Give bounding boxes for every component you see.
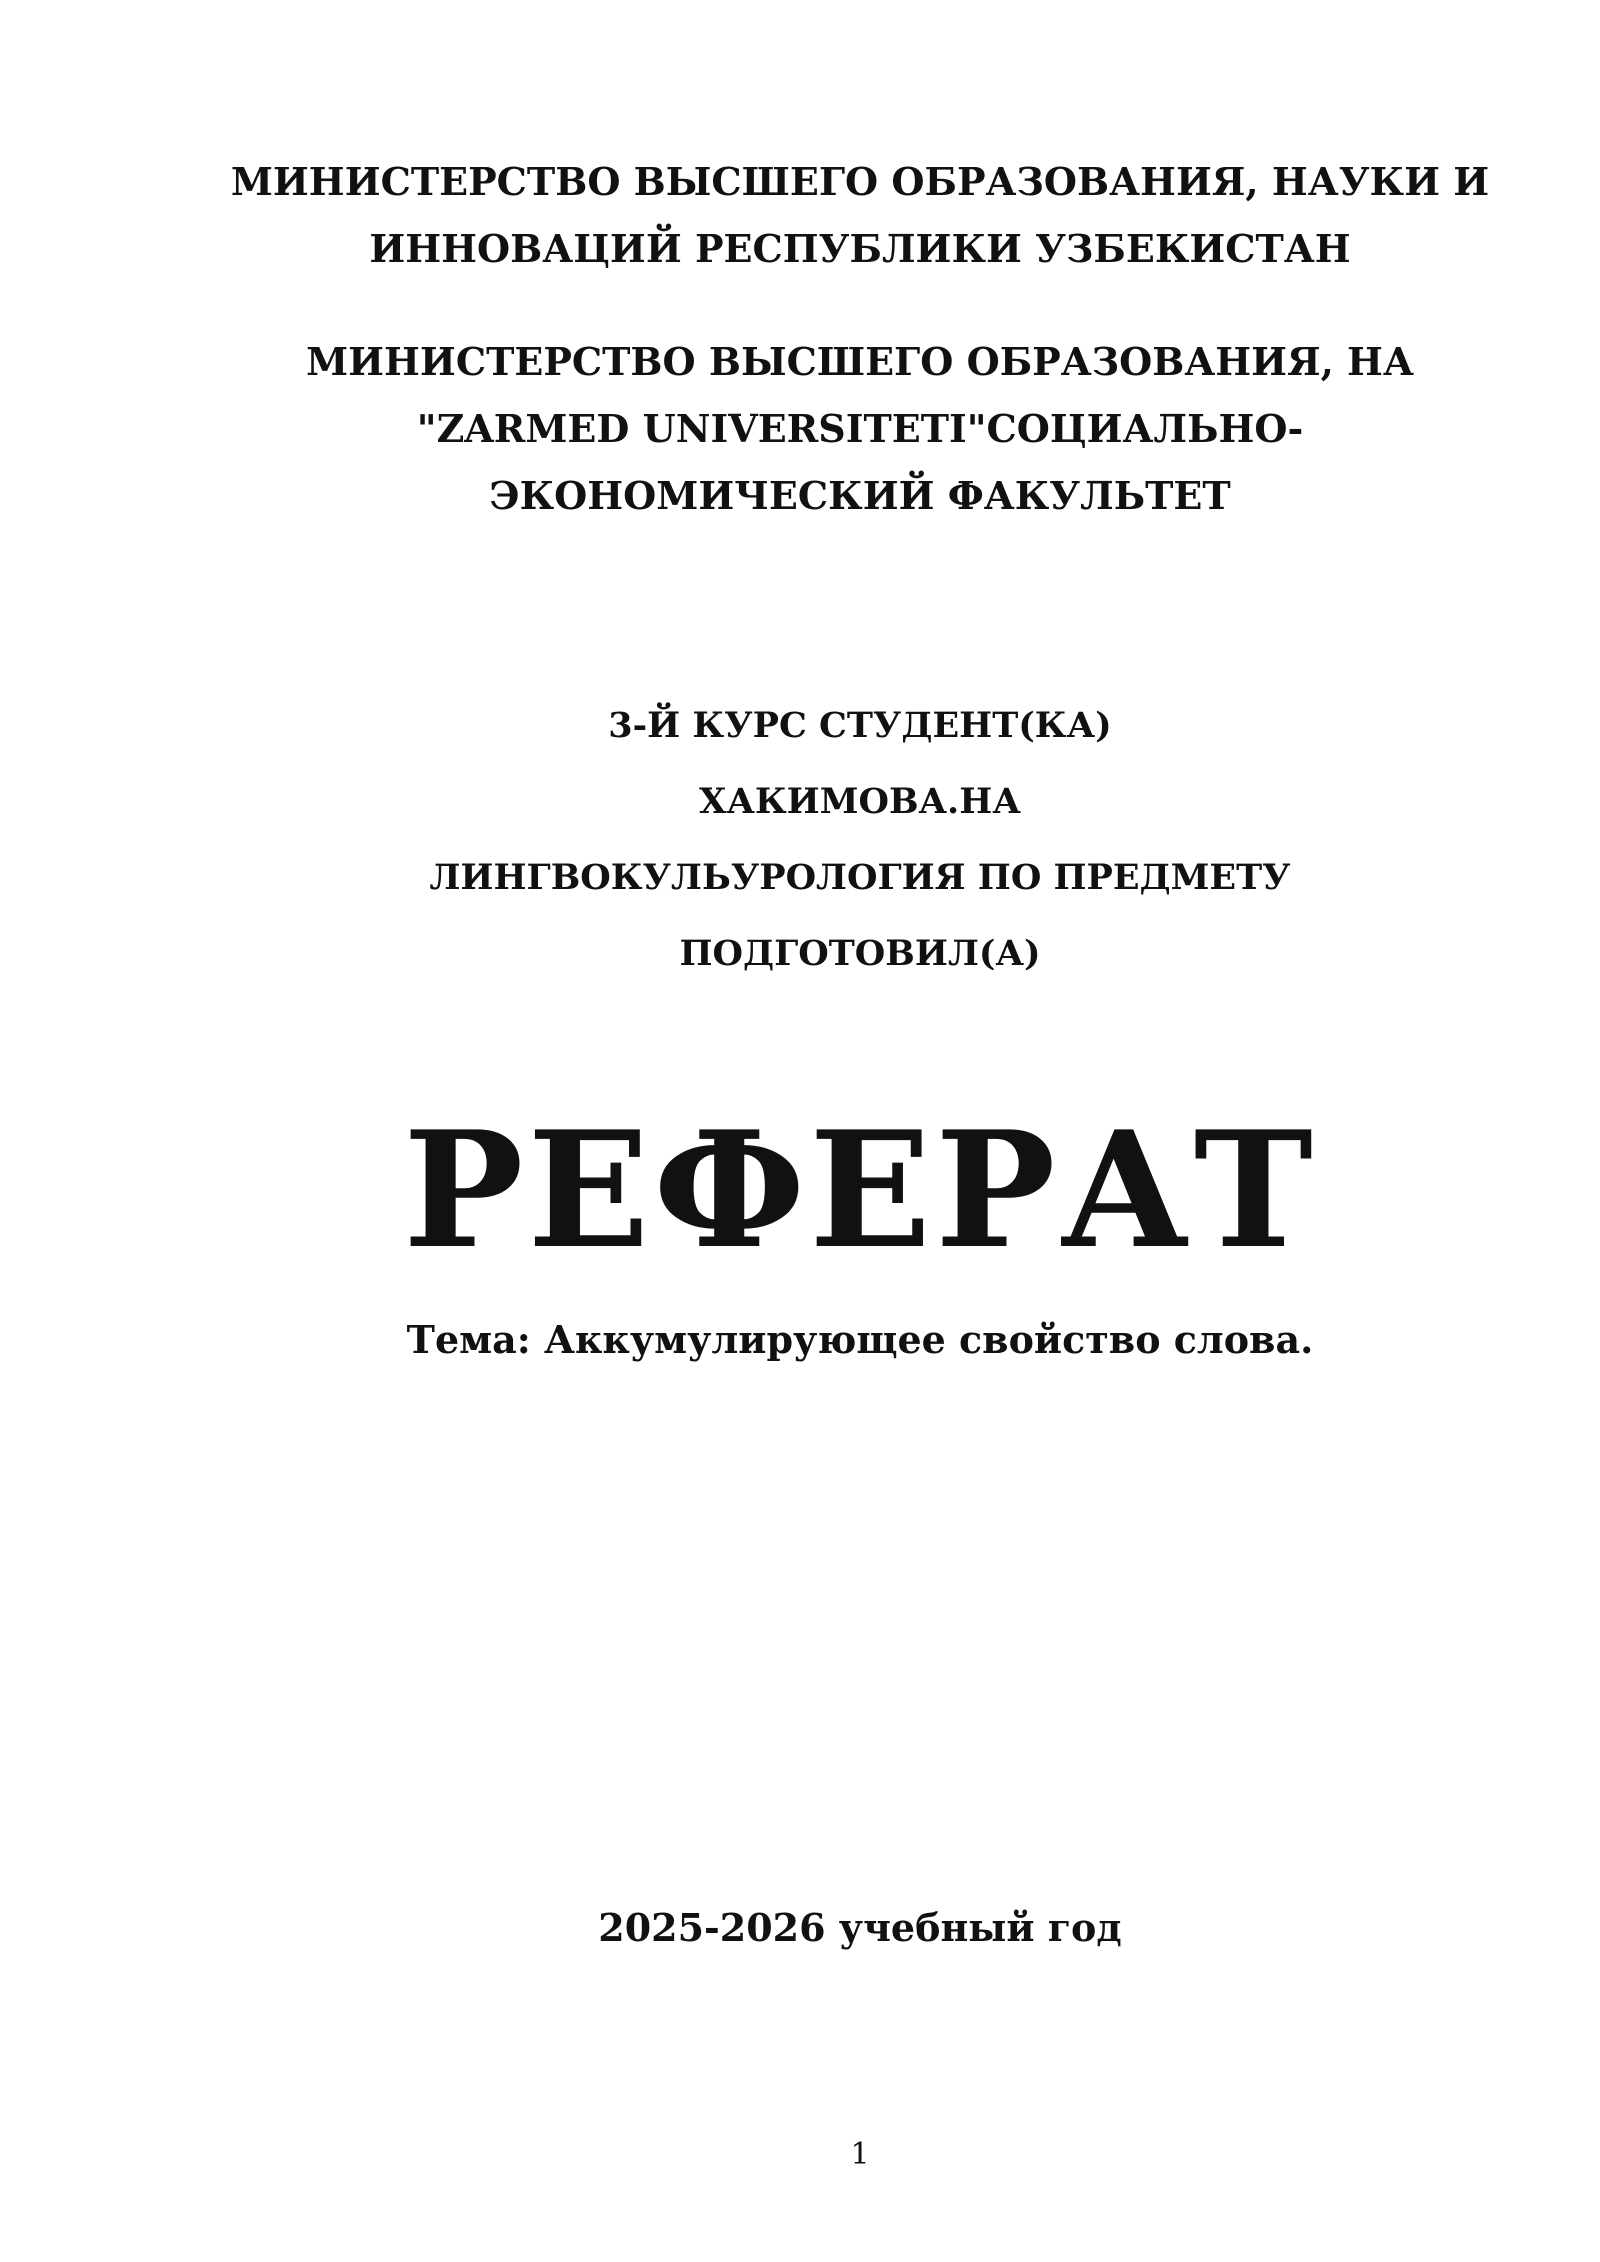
student-line: 3-Й КУРС СТУДЕНТ(КА) <box>608 705 1112 746</box>
academic-year: 2025-2026 учебный год <box>598 1905 1122 1950</box>
student-line: ХАКИМОВА.НА <box>699 781 1021 822</box>
faculty-line: ЭКОНОМИЧЕСКИЙ ФАКУЛЬТЕТ <box>489 473 1231 518</box>
page-number: 1 <box>850 2137 870 2172</box>
student-line: ЛИНГВОКУЛЬУРОЛОГИЯ ПО ПРЕДМЕТУ <box>429 857 1291 898</box>
ministry-line: ИННОВАЦИЙ РЕСПУБЛИКИ УЗБЕКИСТАН <box>369 226 1351 271</box>
document-topic: Тема: Аккумулирующее свойство слова. <box>406 1317 1314 1362</box>
faculty-line: "ZARMED UNIVERSITETI"СОЦИАЛЬНО- <box>416 406 1304 451</box>
ministry-line: МИНИСТЕРСТВО ВЫСШЕГО ОБРАЗОВАНИЯ, НАУКИ И <box>230 159 1490 204</box>
ministry-header <box>180 148 1540 282</box>
faculty-line: МИНИСТЕРСТВО ВЫСШЕГО ОБРАЗОВАНИЯ, НА <box>306 339 1414 384</box>
faculty-header <box>180 328 1540 529</box>
student-info <box>180 688 1540 992</box>
student-line: ПОДГОТОВИЛ(А) <box>679 933 1041 974</box>
document-title: РЕФЕРАТ <box>403 1096 1317 1284</box>
